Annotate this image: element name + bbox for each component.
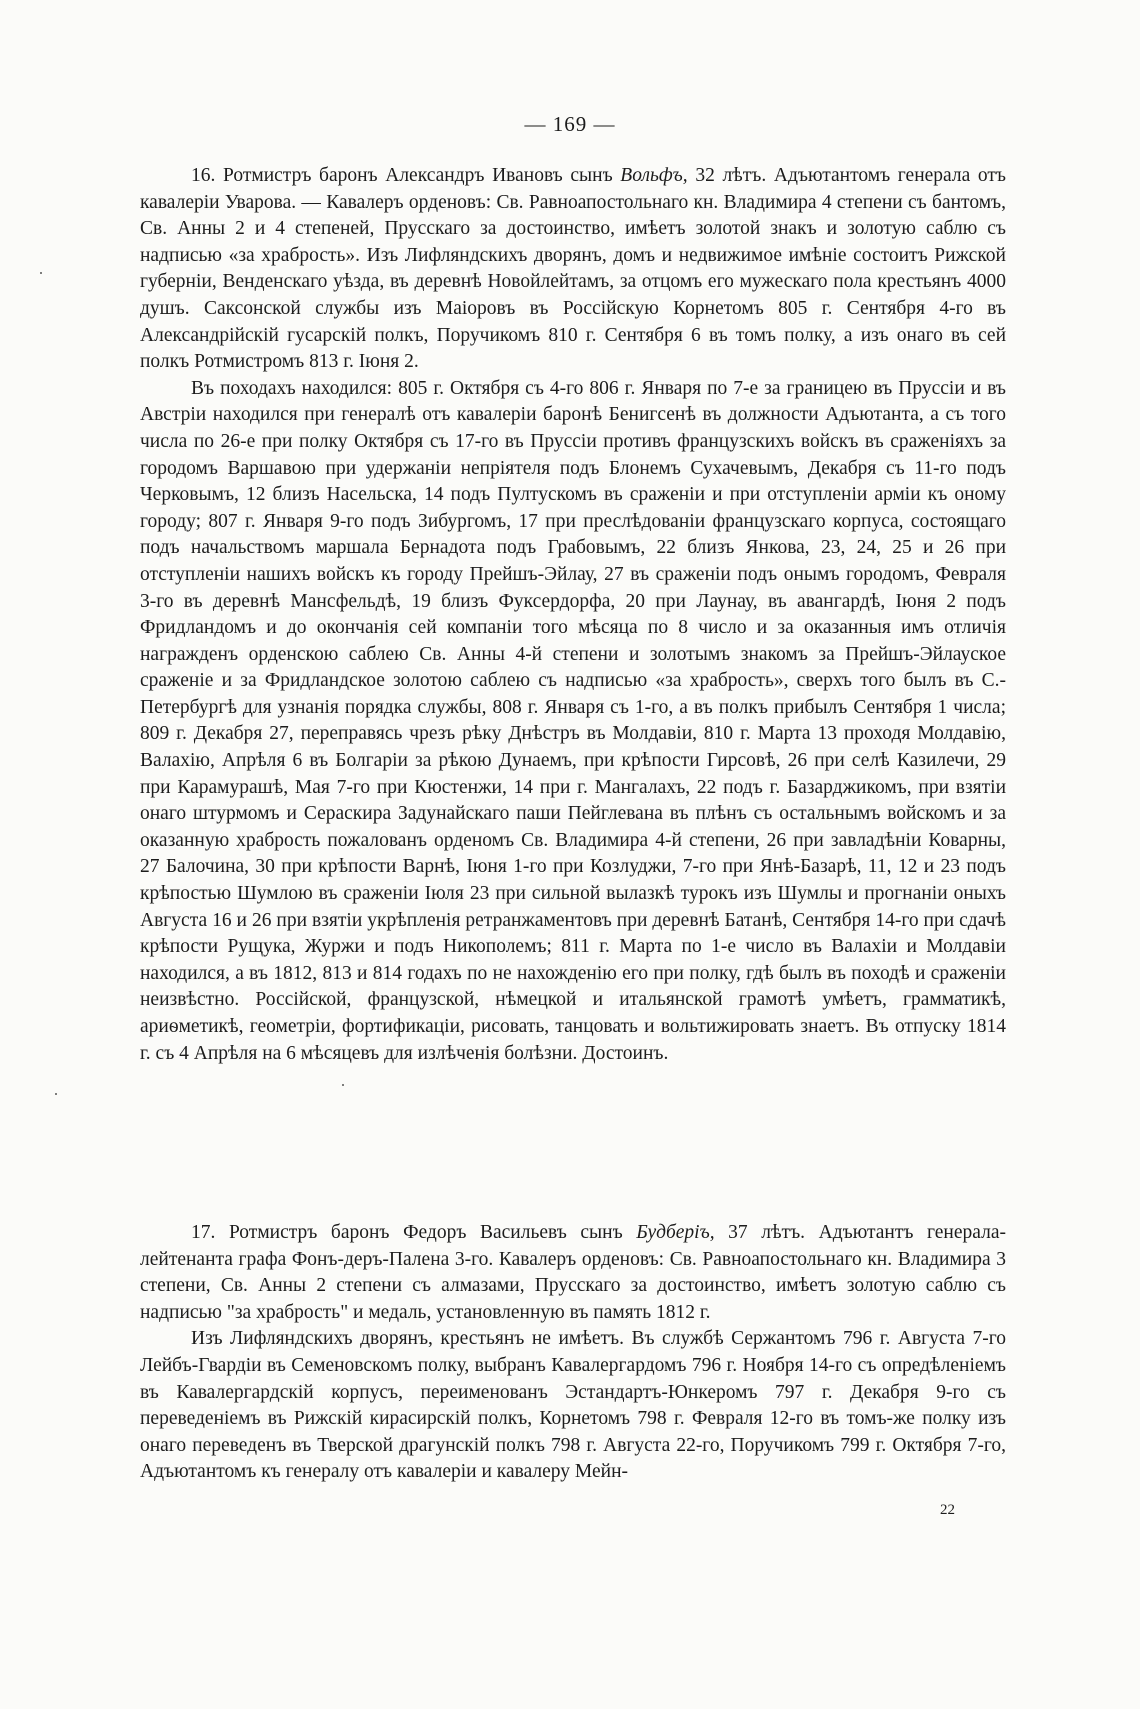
- entry-16-intro: 16. Ротмистръ баронъ Александръ Ивановъ сынъ: [191, 165, 621, 186]
- entry-16-paragraph-1: [140, 163, 1006, 376]
- entry-16-details: 32 лѣтъ. Адъютантомъ генерала отъ кавалеріи Уварова. — Кавалеръ орденовъ: Св. Равноапостольнаго кн. Владимира 4 степени съ бантомъ, Св. Анны 2 и 4 степеней, Прусскаго за достоинство, имѣетъ золотой знакъ и золотую саблю съ надписью «за храбрость». Изъ Лифляндскихъ дворянъ, домъ и недвижимое имѣніе состоитъ Рижской губерніи, Венденскаго уѣзда, въ деревнѣ Новойлейтамъ, за отцомъ его мужескаго пола крестьянъ 4000 душъ. Саксонской службы изъ Маіоровъ въ Россійскую Корнетомъ 805 г. Сентября 4-го въ Александрійскій гусарскій полкъ, Поручикомъ 810 г. Сентября 6 въ томъ полку, а изъ онаго въ сей полкъ Ротмистромъ 813 г. Іюня 2.: [140, 165, 1006, 373]
- entry-17-surname: Будберіъ,: [636, 1222, 715, 1243]
- entry-16-surname: Вольфъ,: [620, 165, 688, 186]
- paper-speck: [40, 272, 42, 274]
- signature-mark: 22: [940, 1502, 955, 1518]
- paper-speck: [342, 1084, 344, 1086]
- entry-17-paragraph-2: Изъ Лифляндскихъ дворянъ, крестьянъ не имѣетъ. Въ службѣ Сержантомъ 796 г. Августа 7-го Лейбъ-Гвардіи въ Семеновскомъ полку, выбранъ Кавалергардомъ 796 г. Ноября 14-го съ опредѣленіемъ въ Кавалергардскій корпусъ, переименованъ Эстандартъ-Юнкеромъ 797 г. Декабря 9-го съ переведеніемъ въ Рижскій кирасирскій полкъ, Корнетомъ 798 г. Февраля 12-го въ томъ-же полку изъ онаго переведенъ въ Тверской драгунскій полкъ 798 г. Августа 22-го, Поручикомъ 799 г. Октября 7-го, Адъютантомъ къ генералу отъ кавалеріи и кавалеру Мейн-: [140, 1328, 1006, 1483]
- entry-16: [140, 163, 1006, 1067]
- entry-17-intro: 17. Ротмистръ баронъ Федоръ Васильевъ сынъ: [191, 1222, 637, 1243]
- entry-17-paragraph-1: [140, 1220, 1006, 1326]
- entry-16-paragraph-2: Въ походахъ находился: 805 г. Октября съ 4-го 806 г. Января по 7-е за границею въ Пруссіи и въ Австріи находился при генералѣ отъ кавалеріи баронѣ Бенигсенѣ въ должности Адъютанта, а съ того числа по 26-е при полку Октября съ 17-го въ Пруссіи противъ французскихъ войскъ въ сраженіяхъ за городомъ Варшавою при удержаніи непріятеля подъ Блонемъ Сухачевымъ, Декабря съ 11-го подъ Черковымъ, 12 близъ Насельска, 14 подъ Пултускомъ въ сраженіи и при отступленіи арміи къ оному городу; 807 г. Января 9-го подъ Зибургомъ, 17 при преслѣдованіи французскаго корпуса, состоящаго подъ начальствомъ маршала Бернадота подъ Грабовымъ, 22 близъ Янкова, 23, 24, 25 и 26 при отступленіи нашихъ войскъ къ городу Прейшъ-Эйлау, 27 въ сраженіи подъ онымъ городомъ, Февраля 3-го въ деревнѣ Мансфельдѣ, 19 близъ Фуксердорфа, 20 при Лаунау, въ авангардѣ, Іюня 2 подъ Фридландомъ и до окончанія сей компаніи того мѣсяца по 8 число и за оказанныя имъ отличія награжденъ орденскою саблею Св. Анны 4-й степени и золотымъ знакомъ за Прейшъ-Эйлауское сраженіе и за Фридландское золотою саблею съ надписью «за храбрость», сверхъ того былъ въ С.-Петербургѣ для узнанія порядка службы, 808 г. Января съ 1-го, а въ полкъ прибылъ Сентября 1 числа; 809 г. Декабря 27, переправясь чрезъ рѣку Днѣстръ въ Молдавіи, 810 г. Марта 13 проходя Молдавію, Валахію, Апрѣля 6 въ Болгаріи за рѣкою Дунаемъ, при крѣпости Гирсовѣ, 26 при селѣ Казилечи, 29 при Карамурашѣ, Мая 7-го при Кюстенжи, 14 при г. Мангалахъ, 22 подъ г. Базарджикомъ, при взятіи онаго штурмомъ и Сераскира Задунайскаго паши Пейглевана въ плѣнъ съ остальнымъ войскомъ и за оказанную храбрость пожалованъ орденомъ Св. Владимира 4-й степени, 26 при завладѣніи Коварны, 27 Балочина, 30 при крѣпости Варнѣ, Іюня 1-го при Козлуджи, 7-го при Янѣ-Базарѣ, 11, 12 и 23 подъ крѣпостью Шумлою въ сраженіи Іюля 23 при сильной вылазкѣ турокъ изъ Шумлы и прогнаніи оныхъ Августа 16 и 26 при взятіи укрѣпленія ретранжаментовъ при деревнѣ Батанѣ, Сентября 14-го при сдачѣ крѣпости Рущука, Журжи и подъ Никополемъ; 811 г. Марта по 1-е число въ Валахіи и Молдавіи находился, а въ 1812, 813 и 814 годахъ по не нахожденію его при полку, гдѣ былъ въ походѣ и сраженіи неизвѣстно. Россійской, французской, нѣмецкой и итальянской грамотѣ умѣетъ, грамматикѣ, ариѳметикѣ, геометріи, фортификаціи, рисовать, танцовать и вольтижировать знаетъ. Въ отпуску 1814 г. съ 4 Апрѣля на 6 мѣсяцевъ для излѣченія болѣзни. Достоинъ.: [140, 377, 1006, 1064]
- entry-17-details: 37 лѣтъ. Адъютантъ генерала-лейтенанта графа Фонъ-деръ-Палена 3-го. Кавалеръ орденовъ: Св. Равноапостольнаго кн. Владимира 3 степени, Св. Анны 2 степени съ алмазами, Прусскаго за достоинство, имѣетъ золотую саблю съ надписью "за храбрость" и медаль, установленную въ память 1812 г.: [140, 1222, 1006, 1323]
- entry-17: [140, 1220, 1006, 1486]
- paper-speck: [55, 1093, 57, 1095]
- page-number: — 169 —: [524, 112, 616, 136]
